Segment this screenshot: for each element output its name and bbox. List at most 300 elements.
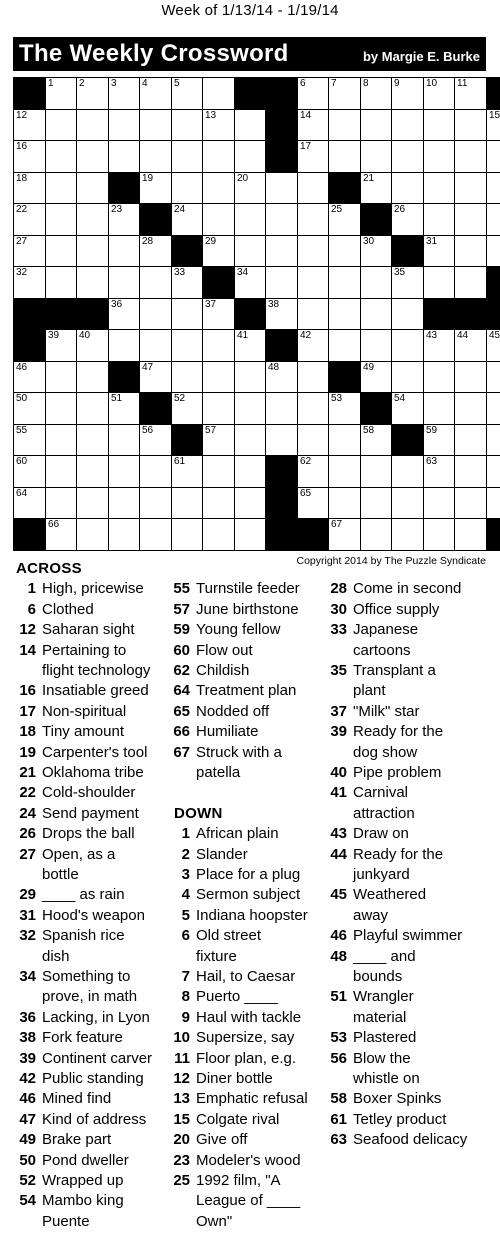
grid-cell[interactable]	[139, 329, 172, 362]
clue-number: 1	[27, 580, 36, 598]
grid-cell[interactable]	[76, 203, 109, 236]
grid-cell[interactable]	[76, 140, 109, 173]
grid-cell[interactable]	[171, 392, 203, 425]
grid-cell[interactable]	[423, 266, 455, 299]
grid-cell[interactable]	[454, 172, 487, 204]
grid-cell[interactable]	[202, 455, 235, 488]
grid-cell[interactable]	[76, 109, 109, 141]
grid-cell[interactable]	[454, 235, 487, 267]
clue-number: 18	[19, 723, 36, 741]
grid-cell[interactable]	[139, 455, 172, 488]
grid-cell[interactable]	[139, 266, 172, 299]
grid-cell[interactable]	[360, 518, 392, 551]
down-clue[interactable]	[0, 600, 496, 620]
grid-cell[interactable]	[202, 77, 235, 110]
down-clue[interactable]	[0, 763, 496, 783]
grid-cell[interactable]	[234, 266, 266, 299]
grid-cell[interactable]	[202, 109, 235, 141]
grid-cell[interactable]	[265, 392, 298, 425]
clue-number: 66	[48, 519, 60, 530]
grid-cell[interactable]	[234, 329, 266, 362]
grid-cell[interactable]	[202, 518, 235, 551]
grid-cell[interactable]	[297, 361, 329, 393]
clue-number: 60	[173, 641, 190, 659]
grid-cell[interactable]	[139, 298, 172, 330]
clue-number: 12	[16, 110, 28, 121]
grid-cell[interactable]	[234, 203, 266, 236]
grid-cell[interactable]	[108, 455, 140, 488]
grid-cell[interactable]	[139, 361, 172, 393]
grid-cell[interactable]	[139, 172, 172, 204]
black-square	[265, 455, 298, 488]
grid-cell[interactable]	[486, 203, 500, 236]
grid-cell[interactable]	[360, 361, 392, 393]
grid-cell[interactable]	[108, 266, 140, 299]
grid-cell[interactable]	[171, 266, 203, 299]
clue-text: Seafood delicacy	[353, 1131, 468, 1149]
grid-cell[interactable]	[391, 455, 424, 488]
grid-cell[interactable]	[454, 518, 487, 551]
grid-cell[interactable]	[454, 266, 487, 299]
clue-number: 67	[331, 519, 343, 530]
clue-text: Plastered	[353, 1029, 417, 1047]
black-square	[171, 424, 203, 456]
grid-cell[interactable]	[45, 424, 77, 456]
grid-cell[interactable]	[76, 392, 109, 425]
grid-cell[interactable]	[328, 298, 361, 330]
grid-cell[interactable]	[202, 392, 235, 425]
grid-cell[interactable]	[45, 109, 77, 141]
clue-number: 15	[489, 110, 500, 121]
grid-cell[interactable]	[45, 329, 77, 362]
grid-cell[interactable]	[45, 172, 77, 204]
crossword-grid	[13, 77, 500, 550]
grid-cell[interactable]	[391, 266, 424, 299]
down-clue[interactable]	[0, 783, 496, 824]
clue-text: Fork feature	[42, 1029, 123, 1047]
clue-text: Diner bottle	[196, 1070, 273, 1087]
grid-cell[interactable]	[76, 424, 109, 456]
grid-cell[interactable]	[391, 203, 424, 236]
clue-number: 46	[16, 362, 28, 373]
grid-cell[interactable]	[13, 172, 46, 204]
grid-cell[interactable]	[108, 140, 140, 173]
grid-cell[interactable]	[202, 424, 235, 456]
clue-number: 9	[394, 78, 400, 89]
grid-cell[interactable]	[360, 329, 392, 362]
clue-number: 5	[181, 906, 190, 924]
grid-cell[interactable]	[328, 109, 361, 141]
clue-number: 43	[330, 825, 347, 843]
down-clue[interactable]	[0, 987, 496, 1028]
grid-cell[interactable]	[328, 392, 361, 425]
grid-cell[interactable]	[454, 77, 487, 110]
clue-number: 39	[19, 1049, 36, 1067]
clue-number: 3	[111, 78, 117, 89]
clue-number: 40	[330, 764, 347, 781]
grid-cell[interactable]	[234, 518, 266, 551]
grid-cell[interactable]	[265, 361, 298, 393]
grid-cell[interactable]	[328, 424, 361, 456]
grid-cell[interactable]	[76, 172, 109, 204]
grid-cell[interactable]	[202, 329, 235, 362]
grid-cell[interactable]	[328, 518, 361, 551]
grid-cell[interactable]	[76, 77, 109, 110]
black-square	[360, 392, 392, 425]
grid-cell[interactable]	[13, 392, 46, 425]
clue-number: 24	[174, 204, 186, 215]
grid-cell[interactable]	[234, 140, 266, 173]
grid-cell[interactable]	[171, 518, 203, 551]
grid-cell[interactable]	[202, 298, 235, 330]
grid-cell[interactable]	[486, 361, 500, 393]
grid-cell[interactable]	[108, 392, 140, 425]
grid-cell[interactable]	[391, 298, 424, 330]
grid-cell[interactable]	[76, 518, 109, 551]
grid-cell[interactable]	[360, 235, 392, 267]
grid-cell[interactable]	[486, 487, 500, 519]
grid-cell[interactable]	[234, 172, 266, 204]
clue-number: 63	[330, 1131, 347, 1149]
grid-cell[interactable]	[391, 109, 424, 141]
grid-cell[interactable]	[360, 266, 392, 299]
grid-cell[interactable]	[423, 77, 455, 110]
grid-cell[interactable]	[45, 518, 77, 551]
grid-cell[interactable]	[234, 424, 266, 456]
grid-cell[interactable]	[108, 518, 140, 551]
grid-cell[interactable]	[13, 455, 46, 488]
clue-number: 55	[16, 425, 28, 436]
grid-cell[interactable]	[297, 172, 329, 204]
clue-number: 17	[300, 141, 312, 152]
grid-cell[interactable]	[297, 109, 329, 141]
clue-number: 45	[489, 330, 500, 341]
clue-number: 33	[330, 621, 347, 639]
grid-cell[interactable]	[360, 77, 392, 110]
grid-cell[interactable]	[454, 455, 487, 488]
grid-cell[interactable]	[486, 109, 500, 141]
clue-number: 17	[19, 702, 36, 720]
grid-cell[interactable]	[297, 235, 329, 267]
black-square	[265, 140, 298, 173]
grid-cell[interactable]	[423, 424, 455, 456]
grid-cell[interactable]	[454, 203, 487, 236]
clue-number: 28	[330, 580, 347, 598]
grid-cell[interactable]	[139, 518, 172, 551]
grid-cell[interactable]	[328, 235, 361, 267]
grid-cell[interactable]	[297, 266, 329, 299]
grid-cell[interactable]	[76, 361, 109, 393]
clue-text: High, pricewise	[42, 580, 144, 598]
clue-text: Humiliate	[196, 723, 259, 741]
clue-number: 62	[300, 456, 312, 467]
grid-cell[interactable]	[486, 172, 500, 204]
grid-cell[interactable]	[360, 109, 392, 141]
grid-cell[interactable]	[139, 487, 172, 519]
clue-number: 61	[174, 456, 186, 467]
grid-cell[interactable]	[234, 109, 266, 141]
grid-cell[interactable]	[423, 487, 455, 519]
grid-cell[interactable]	[391, 518, 424, 551]
grid-cell[interactable]	[391, 392, 424, 425]
black-square	[297, 518, 329, 551]
grid-cell[interactable]	[360, 140, 392, 173]
grid-cell[interactable]	[45, 361, 77, 393]
grid-cell[interactable]	[108, 487, 140, 519]
grid-cell[interactable]	[454, 109, 487, 141]
clue-number: 48	[330, 947, 347, 965]
grid-cell[interactable]	[265, 235, 298, 267]
grid-cell[interactable]	[171, 172, 203, 204]
grid-cell[interactable]	[360, 424, 392, 456]
down-clue[interactable]	[0, 824, 496, 844]
grid-cell[interactable]	[423, 361, 455, 393]
grid-cell[interactable]	[297, 392, 329, 425]
clue-text: Turnstile feeder	[196, 580, 300, 598]
grid-cell[interactable]	[423, 140, 455, 173]
black-square	[76, 298, 109, 330]
grid-cell[interactable]	[108, 329, 140, 362]
clue-number: 34	[19, 968, 36, 985]
grid-cell[interactable]	[486, 235, 500, 267]
week-label: Week of 1/13/14 - 1/19/14	[161, 2, 339, 19]
grid-cell[interactable]	[45, 266, 77, 299]
grid-cell[interactable]	[328, 203, 361, 236]
grid-cell[interactable]	[202, 203, 235, 236]
clue-number: 50	[16, 393, 28, 404]
byline: by Margie E. Burke	[362, 49, 480, 64]
grid-cell[interactable]	[423, 203, 455, 236]
grid-cell[interactable]	[171, 298, 203, 330]
grid-cell[interactable]	[391, 140, 424, 173]
grid-cell[interactable]	[13, 109, 46, 141]
grid-cell[interactable]	[360, 455, 392, 488]
down-clue[interactable]	[0, 1110, 496, 1130]
grid-cell[interactable]	[265, 266, 298, 299]
black-square	[265, 109, 298, 141]
grid-cell[interactable]	[139, 77, 172, 110]
down-clue[interactable]	[0, 702, 496, 722]
grid-cell[interactable]	[297, 140, 329, 173]
clue-number: 20	[237, 173, 249, 184]
grid-cell[interactable]	[423, 455, 455, 488]
clue-text: Mambo king Puente	[42, 1192, 124, 1230]
grid-cell[interactable]	[486, 424, 500, 456]
grid-cell[interactable]	[297, 203, 329, 236]
grid-cell[interactable]	[45, 235, 77, 267]
down-clue[interactable]	[0, 1151, 330, 1171]
black-square	[202, 266, 235, 299]
grid-cell[interactable]	[265, 203, 298, 236]
clue-number: 26	[19, 825, 36, 843]
grid-cell[interactable]	[423, 235, 455, 267]
grid-cell[interactable]	[486, 455, 500, 488]
grid-cell[interactable]	[234, 392, 266, 425]
grid-cell[interactable]	[202, 140, 235, 173]
grid-cell[interactable]	[486, 140, 500, 173]
down-clue[interactable]	[0, 722, 496, 763]
grid-cell[interactable]	[76, 235, 109, 267]
grid-cell[interactable]	[360, 298, 392, 330]
clue-number: 31	[426, 236, 438, 247]
clue-number: 22	[16, 204, 28, 215]
grid-cell[interactable]	[108, 298, 140, 330]
grid-cell[interactable]	[328, 140, 361, 173]
grid-cell[interactable]	[139, 109, 172, 141]
grid-cell[interactable]	[454, 140, 487, 173]
grid-cell[interactable]	[76, 487, 109, 519]
grid-cell[interactable]	[454, 329, 487, 362]
grid-cell[interactable]	[13, 140, 46, 173]
grid-cell[interactable]	[171, 109, 203, 141]
down-clue[interactable]	[0, 579, 496, 599]
grid-cell[interactable]	[391, 329, 424, 362]
grid-cell[interactable]	[202, 487, 235, 519]
grid-cell[interactable]	[202, 235, 235, 267]
grid-cell[interactable]	[108, 77, 140, 110]
grid-cell[interactable]	[234, 235, 266, 267]
clue-number: 48	[268, 362, 280, 373]
black-square	[486, 298, 500, 330]
grid-cell[interactable]	[76, 266, 109, 299]
grid-cell[interactable]	[391, 361, 424, 393]
clue-number: 59	[426, 425, 438, 436]
grid-cell[interactable]	[328, 77, 361, 110]
grid-cell[interactable]	[454, 361, 487, 393]
down-clue[interactable]	[0, 1089, 496, 1109]
grid-cell[interactable]	[171, 487, 203, 519]
grid-cell[interactable]	[45, 77, 77, 110]
grid-cell[interactable]	[45, 140, 77, 173]
grid-cell[interactable]	[202, 361, 235, 393]
grid-cell[interactable]	[13, 203, 46, 236]
clue-number: 46	[19, 1090, 36, 1108]
grid-cell[interactable]	[13, 361, 46, 393]
grid-cell[interactable]	[328, 266, 361, 299]
grid-cell[interactable]	[171, 329, 203, 362]
grid-cell[interactable]	[265, 172, 298, 204]
grid-cell[interactable]	[328, 455, 361, 488]
grid-cell[interactable]	[297, 455, 329, 488]
grid-cell[interactable]	[108, 235, 140, 267]
black-square	[265, 518, 298, 551]
grid-cell[interactable]	[171, 361, 203, 393]
grid-cell[interactable]	[297, 329, 329, 362]
grid-cell[interactable]	[423, 329, 455, 362]
down-clue[interactable]	[0, 1130, 496, 1150]
grid-cell[interactable]	[108, 203, 140, 236]
grid-cell[interactable]	[454, 424, 487, 456]
grid-cell[interactable]	[171, 140, 203, 173]
down-clue[interactable]	[0, 661, 496, 702]
black-square	[108, 361, 140, 393]
grid-cell[interactable]	[391, 172, 424, 204]
clue-number: 23	[111, 204, 123, 215]
grid-cell[interactable]	[328, 329, 361, 362]
grid-cell[interactable]	[423, 518, 455, 551]
grid-cell[interactable]	[234, 455, 266, 488]
grid-cell[interactable]	[76, 329, 109, 362]
down-clue[interactable]	[0, 1028, 496, 1048]
clue-number: 42	[300, 330, 312, 341]
down-clue[interactable]	[0, 620, 496, 661]
clue-number: 1	[181, 825, 190, 843]
grid-cell[interactable]	[360, 487, 392, 519]
grid-cell[interactable]	[297, 77, 329, 110]
clue-number: 6	[300, 78, 306, 89]
clue-number: 20	[173, 1131, 190, 1149]
grid-cell[interactable]	[202, 172, 235, 204]
grid-cell[interactable]	[454, 487, 487, 519]
grid-cell[interactable]	[486, 392, 500, 425]
grid-cell[interactable]	[328, 487, 361, 519]
down-clue[interactable]	[0, 926, 496, 946]
grid-cell[interactable]	[45, 487, 77, 519]
clue-text: Non-spiritual	[42, 702, 127, 720]
grid-cell[interactable]	[423, 172, 455, 204]
clue-text: Oklahoma tribe	[42, 764, 144, 781]
grid-cell[interactable]	[108, 109, 140, 141]
grid-cell[interactable]	[423, 392, 455, 425]
grid-cell[interactable]	[234, 361, 266, 393]
clue-number: 19	[19, 743, 36, 761]
down-clue[interactable]	[0, 885, 496, 926]
clue-text: Send payment	[42, 804, 139, 822]
clue-number: 30	[363, 236, 375, 247]
grid-cell[interactable]	[13, 266, 46, 299]
grid-cell[interactable]	[13, 235, 46, 267]
grid-cell[interactable]	[423, 109, 455, 141]
down-clue[interactable]	[0, 845, 496, 886]
grid-cell[interactable]	[454, 392, 487, 425]
grid-cell[interactable]	[139, 424, 172, 456]
grid-cell[interactable]	[45, 455, 77, 488]
grid-cell[interactable]	[360, 172, 392, 204]
grid-cell[interactable]	[76, 455, 109, 488]
down-clue[interactable]	[0, 1171, 330, 1232]
clue-number: 32	[19, 927, 36, 945]
clue-number: 13	[173, 1090, 190, 1108]
grid-cell[interactable]	[265, 298, 298, 330]
grid-cell[interactable]	[297, 424, 329, 456]
clue-text: Cold-shoulder	[42, 784, 136, 802]
grid-cell[interactable]	[13, 424, 46, 456]
grid-cell[interactable]	[265, 424, 298, 456]
grid-cell[interactable]	[391, 487, 424, 519]
down-clue[interactable]	[0, 947, 496, 988]
grid-cell[interactable]	[45, 203, 77, 236]
clue-number: 28	[142, 236, 154, 247]
grid-cell[interactable]	[13, 487, 46, 519]
grid-cell[interactable]	[391, 77, 424, 110]
grid-cell[interactable]	[108, 424, 140, 456]
grid-cell[interactable]	[171, 77, 203, 110]
grid-cell[interactable]	[297, 487, 329, 519]
grid-cell[interactable]	[486, 329, 500, 362]
clue-number: 50	[19, 1151, 36, 1169]
clue-number: 11	[457, 78, 468, 89]
grid-cell[interactable]	[139, 235, 172, 267]
clue-number: 54	[19, 1192, 36, 1210]
clue-text: Draw on	[353, 825, 409, 843]
grid-cell[interactable]	[171, 203, 203, 236]
down-clue[interactable]	[0, 1049, 496, 1090]
grid-cell[interactable]	[297, 298, 329, 330]
grid-cell[interactable]	[171, 455, 203, 488]
grid-cell[interactable]	[234, 487, 266, 519]
grid-cell[interactable]	[45, 392, 77, 425]
grid-cell[interactable]	[139, 140, 172, 173]
